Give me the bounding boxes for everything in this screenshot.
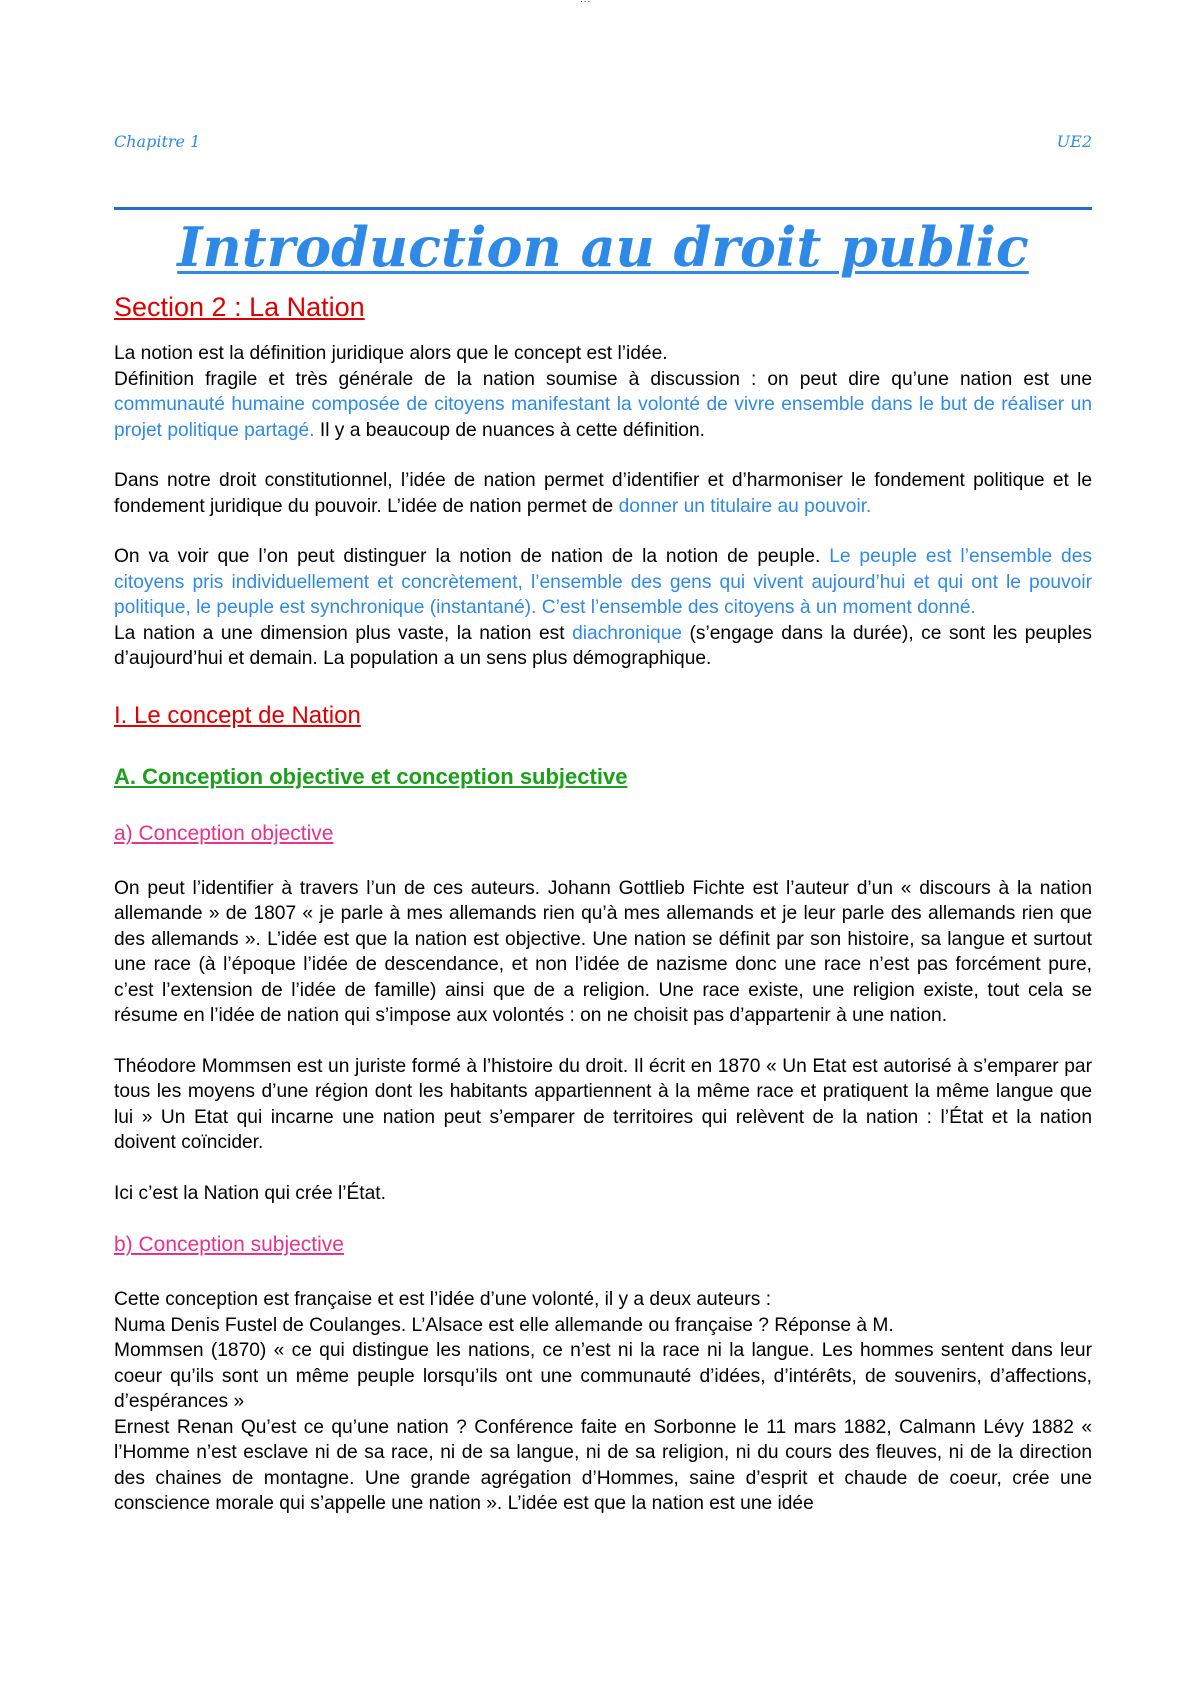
paragraph: Mommsen (1870) « ce qui distingue les nations, ce n’est ni la race ni la langue. Les hommes sentent dans leur coeur qu’ils sont un même peuple lorsqu’ils ont une communauté d’idées, d’intérêts, de souvenirs, d’affections, d’espérances » [114,1340,1092,1412]
paragraph: On peut l’identifier à travers l’un de ces auteurs. Johann Gottlieb Fichte est l’auteur d’un « discours à la nation allemande » de 1807 « je parle à mes allemands rien qu’à mes allemands et je leur parle des allemands rien que des allemands ». L’idée est que la nation est objective. Une nation se définit par son histoire, sa langue et surtout une race (à l’époque l’idée de descendance, et non l’idée de nazisme donc une race n’est pas forcément pure, c’est l’extension de l’idée de famille) ainsi que de a religion. Une race existe, une religion existe, tout cela se résume en l’idée de nation qui s’impose aux volontés : on ne choisit pas d’appartenir à une nation. [114,877,1092,1026]
paragraph: Théodore Mommsen est un juriste formé à l’histoire du droit. Il écrit en 1870 « Un Etat est autorisé à s’emparer par tous les moyens d’une région dont les habitants appartiennent à la même race et pratiquent la même langue que lui » Un Etat qui incarne une nation peut s’emparer de territoires qui relèvent de la nation : l’État et la nation doivent coïncider. [114,1055,1092,1153]
text-run: Définition fragile et très générale de la nation soumise à discussion : on peut dire qu’une nation est une [114,368,1092,390]
highlighted-text: communauté humaine composée de citoyens manifestant la volonté de vivre ensemble dans le but de réaliser un projet politique partagé. [114,394,1092,441]
subsubsection-heading: a) Conception objective [114,821,334,845]
text-run: On va voir que l’on peut distinguer la notion de nation de la notion de peuple. [114,546,830,567]
paragraph [114,468,1092,519]
subsection-heading: A. Conception objective et conception subjective [114,763,628,789]
paragraph [114,544,1092,621]
paragraph [114,621,1092,672]
paragraph: Numa Denis Fustel de Coulanges. L’Alsace est elle allemande ou française ? Réponse à M. [114,1314,894,1336]
section-heading: Section 2 : La Nation [114,292,365,322]
part-heading: I. Le concept de Nation [114,701,361,729]
page-header [114,132,1092,156]
paragraph: Ici c’est la Nation qui crée l’État. [114,1182,386,1204]
paragraph [114,367,1092,444]
text-run: Dans notre droit constitutionnel, l’idée de nation permet d’identifier et d’harmoniser le fondement politique et le fondement juridique du pouvoir. L’idée de nation permet de [114,470,1092,517]
header-course-code: UE2 [1056,132,1092,151]
text-run: La nation a une dimension plus vaste, la nation est [114,622,573,644]
document-title: Introduction au droit public [177,215,1029,279]
subsubsection-heading: b) Conception subjective [114,1233,344,1256]
document-body [114,341,1092,1517]
highlighted-text: diachronique [572,622,682,644]
paragraph: Cette conception est française et est l’idée d’une volonté, il y a deux auteurs : [114,1289,772,1310]
text-run: (s’engage dans la durée), ce sont les peuples d’aujourd’hui et demain. La population a un sens plus démographique. [114,622,1092,669]
highlighted-text: donner un titulaire au pouvoir. [618,495,872,517]
header-chapter: Chapitre 1 [114,132,201,151]
page-top-mark [580,0,591,5]
paragraph: Ernest Renan Qu’est ce qu’une nation ? Conférence faite en Sorbonne le 11 mars 1882, Calmann Lévy 1882 « l’Homme n’est esclave ni de sa race, ni de sa langue, ni de sa religion, ni du cours des fleuves, ni de la direction des chaines de montagne. Une grande agrégation d’Hommes, saine d’esprit et chaude de coeur, crée une conscience morale qui s’appelle une nation ». L’idée est que la nation est une idée [114,1416,1092,1514]
header-divider [114,207,1092,210]
paragraph: La notion est la définition juridique alors que le concept est l’idée. [114,343,668,364]
text-run: Il y a beaucoup de nuances à cette définition. [314,419,705,441]
highlighted-text: Le peuple est l’ensemble des citoyens pris individuellement et concrètement, l’ensemble des gens qui vivent aujourd’hui et qui ont le pouvoir politique, le peuple est synchronique (instantané). C’est l’ensemble des citoyens à un moment donné. [114,546,1092,618]
